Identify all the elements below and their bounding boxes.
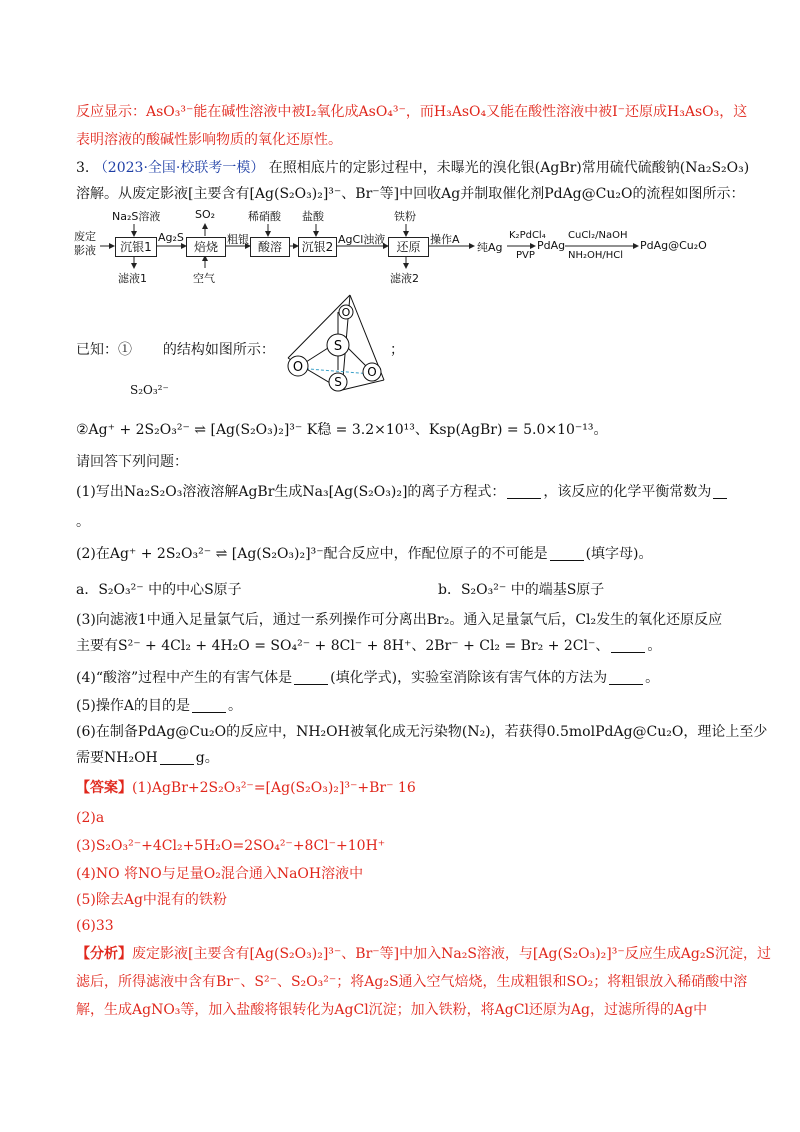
- q4-blank-1[interactable]: [294, 670, 328, 685]
- q6-blank[interactable]: [160, 750, 194, 765]
- q3-blank[interactable]: [611, 638, 645, 653]
- q2-text: (2)在Ag⁺ + 2S₂O₃²⁻ ⇌ [Ag(S₂O₃)₂]³⁻配合反应中，作配位原子的不可能是: [76, 546, 548, 562]
- flow-output-filtrate2: 滤液2: [390, 272, 419, 285]
- flow-input-hno3: 稀硝酸: [248, 210, 281, 223]
- answer-2: (2)a: [76, 810, 105, 826]
- atom-o-left: O: [292, 360, 304, 375]
- flow-output-so2: SO₂: [195, 208, 216, 221]
- q4-text: (4)“酸溶”过程中产生的有害气体是: [76, 670, 293, 686]
- question-number: 3.: [76, 160, 90, 176]
- flow-start: 废定 影液: [74, 230, 96, 257]
- known-1: [76, 340, 275, 360]
- q2-option-a: a．S₂O₃²⁻ 中的中心S原子: [76, 582, 242, 598]
- q1-mid: ，该反应的化学平衡常数为: [543, 484, 712, 500]
- q4-end: 。: [645, 670, 660, 686]
- intro-line-2: 表明溶液的酸碱性影响物质的氧化还原性。: [76, 132, 342, 148]
- answer-tag: 【答案】: [76, 780, 132, 796]
- known-label: 已知：①: [76, 342, 132, 358]
- flow-reagent-nh2oh: NH₂OH/HCl: [568, 250, 624, 261]
- known-semicolon: ；: [390, 342, 404, 358]
- flow-product-final: PdAg@Cu₂O: [640, 239, 707, 252]
- q3-line-2: [76, 636, 661, 656]
- q3-line-1: (3)向滤液1中通入足量氯气后，通过一系列操作可分离出Br₂。通入足量氯气后，Cl₂发生的氧化还原反应: [76, 612, 723, 628]
- flow-product-pdag: PdAg: [537, 239, 566, 252]
- q1-blank-1[interactable]: [507, 484, 541, 499]
- flow-reagent-cucl2: CuCl₂/NaOH: [568, 230, 628, 241]
- q3-text: 主要有S²⁻ + 4Cl₂ + 4H₂O = SO₄²⁻ + 8Cl⁻ + 8H⁺、2Br⁻ + Cl₂ = Br₂ + 2Cl⁻、: [76, 638, 610, 654]
- q5-text: (5)操作A的目的是: [76, 698, 190, 714]
- analysis-tag: 【分析】: [76, 946, 132, 962]
- flow-product-pure-ag: 纯Ag: [477, 241, 503, 254]
- q5-blank[interactable]: [192, 698, 226, 713]
- answer-4: (4)NO 将NO与足量O₂混合通入NaOH溶液中: [76, 866, 364, 882]
- q2-option-b: b．S₂O₃²⁻ 中的端基S原子: [438, 582, 605, 598]
- analysis-line-3: 解，生成AgNO₃等，加入盐酸将银转化为AgCl沉淀；加入铁粉，将AgCl还原为Ag，过滤所得的Ag中: [76, 1002, 708, 1018]
- flow-mid-ag2s: Ag₂S: [158, 231, 184, 244]
- q2: [76, 544, 653, 564]
- answer-6: (6)33: [76, 918, 114, 934]
- q5-end: 。: [227, 698, 242, 714]
- atom-s-bottom: S: [334, 375, 342, 389]
- analysis-text-1: 废定影液[主要含有[Ag(S₂O₃)₂]³⁻、Br⁻等]中加入Na₂S溶液，与[Ag(S₂O₃)₂]³⁻反应生成Ag₂S沉淀，过: [132, 946, 772, 962]
- flow-box-huanyuan: 还原: [388, 237, 429, 257]
- tetrahedron-diagram: [280, 290, 390, 400]
- answer-line-1: [76, 778, 416, 798]
- question-source: （2023·全国·校联考一模）: [93, 160, 265, 176]
- known-desc: 的结构如图所示：: [162, 342, 275, 358]
- thiosulfate-structure: [280, 290, 390, 400]
- flow-mid-crude-ag: 粗银: [227, 233, 249, 246]
- atom-o-right: O: [367, 365, 377, 379]
- q1-text: (1)写出Na₂S₂O₃溶液溶解AgBr生成Na₃[Ag(S₂O₃)₂]的离子方程式：: [76, 484, 506, 500]
- atom-o-top: O: [341, 306, 351, 319]
- flow-input-na2s: Na₂S溶液: [112, 210, 161, 223]
- flow-reagent-pvp: PVP: [516, 250, 535, 261]
- q6-text: 需要NH₂OH: [76, 750, 158, 766]
- known-2-equation: ②Ag⁺ + 2S₂O₃²⁻ ⇌ [Ag(S₂O₃)₂]³⁻ K稳 = 3.2×10¹³、Ksp(AgBr) = 5.0×10⁻¹³。: [76, 422, 608, 438]
- prompt: 请回答下列问题：: [76, 454, 188, 470]
- q4-blank-2[interactable]: [609, 670, 643, 685]
- known-ion-label: S₂O₃²⁻: [130, 383, 169, 397]
- q5: [76, 696, 242, 716]
- answer-5: (5)除去Ag中混有的铁粉: [76, 892, 227, 908]
- analysis-line-1: [76, 944, 771, 964]
- q1-end: 。: [76, 514, 90, 530]
- q6-line-1: (6)在制备PdAg@Cu₂O的反应中，NH₂OH被氧化成无污染物(N₂)，若获得0.5molPdAg@Cu₂O，理论上至少: [76, 724, 768, 740]
- question-line-2: 溶解。从废定影液[主要含有[Ag(S₂O₃)₂]³⁻、Br⁻等]中回收Ag并制取催化剂PdAg@Cu₂O的流程如图所示：: [76, 186, 745, 202]
- flow-mid-op-a: 操作A: [430, 233, 460, 246]
- flow-box-suanrong: 酸溶: [250, 237, 290, 257]
- analysis-line-2: 滤后，所得滤液中含有Br⁻、S²⁻、S₂O₃²⁻；将Ag₂S通入空气焙烧，生成粗银和SO₂；将粗银放入稀硝酸中溶: [76, 974, 748, 990]
- q4: [76, 668, 659, 688]
- flow-input-fe: 铁粉: [394, 210, 416, 223]
- q2-tail: (填字母)。: [585, 546, 653, 562]
- flow-box-chenyin2: 沉银2: [298, 237, 337, 257]
- flow-output-filtrate1: 滤液1: [118, 272, 147, 285]
- flow-input-air: 空气: [193, 272, 215, 285]
- flow-box-chenyin1: 沉银1: [115, 237, 157, 257]
- flowchart: [0, 0, 800, 300]
- flow-input-hcl: 盐酸: [302, 210, 324, 223]
- q1: [76, 482, 729, 502]
- q3-end: 。: [647, 638, 662, 654]
- flow-box-beishao: 焙烧: [186, 237, 226, 257]
- answer-3: (3)S₂O₃²⁻+4Cl₂+5H₂O=2SO₄²⁻+8Cl⁻+10H⁺: [76, 838, 386, 854]
- q2-blank[interactable]: [550, 546, 584, 561]
- q6-line-2: [76, 748, 219, 768]
- flow-mid-agcl: AgCl浊液: [338, 233, 386, 246]
- intro-line-1: 反应显示：AsO₃³⁻能在碱性溶液中被I₂氧化成AsO₄³⁻，而H₃AsO₄又能在酸性溶液中被I⁻还原成H₃AsO₃，这: [76, 104, 748, 120]
- flow-reagent-k2pdcl4: K₂PdCl₄: [509, 230, 546, 241]
- atom-s-center: S: [333, 339, 343, 354]
- question-line-1: 在照相底片的定影过程中，未曝光的溴化银(AgBr)常用硫代硫酸钠(Na₂S₂O₃): [268, 160, 750, 176]
- q6-end: g。: [195, 750, 219, 766]
- q4-mid: (填化学式)，实验室消除该有害气体的方法为: [330, 670, 608, 686]
- answer-1: (1)AgBr+2S₂O₃²⁻=[Ag(S₂O₃)₂]³⁻+Br⁻ 16: [132, 780, 416, 796]
- q1-blank-2[interactable]: [713, 484, 727, 499]
